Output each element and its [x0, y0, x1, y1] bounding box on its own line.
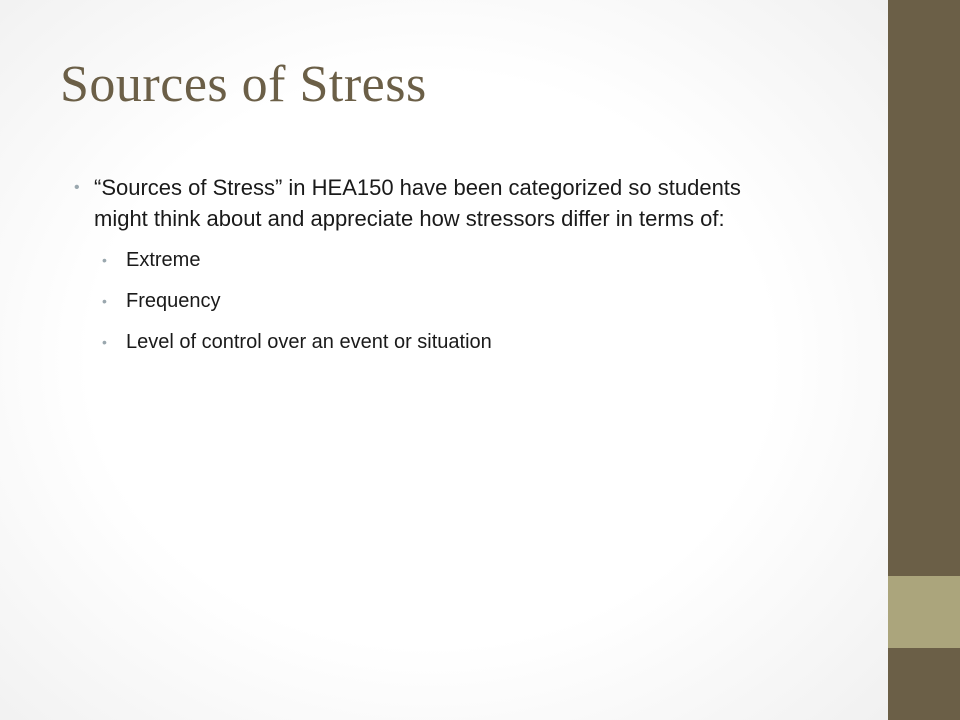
sub-bullet-list — [78, 247, 778, 355]
sub-bullet-text: Level of control over an event or situation — [126, 331, 492, 353]
bullet-text: “Sources of Stress” in HEA150 have been categorized so students might think about and appreciate how stressors differ in terms of: — [94, 175, 741, 231]
sub-bullet-text: Extreme — [126, 249, 201, 271]
sub-bullet-item — [78, 247, 778, 273]
sub-bullet-item — [78, 288, 778, 314]
slide-title: Sources of Stress — [60, 56, 427, 113]
side-accent-block — [888, 576, 960, 648]
bullet-dot-icon: • — [102, 334, 107, 350]
bullet-item — [74, 172, 778, 234]
bullet-dot-icon: • — [102, 293, 107, 309]
bullet-dot-icon: • — [102, 252, 107, 268]
bullet-dot-icon: • — [74, 179, 80, 196]
slide-content — [74, 172, 778, 370]
sub-bullet-text: Frequency — [126, 290, 221, 312]
sub-bullet-item — [78, 329, 778, 355]
